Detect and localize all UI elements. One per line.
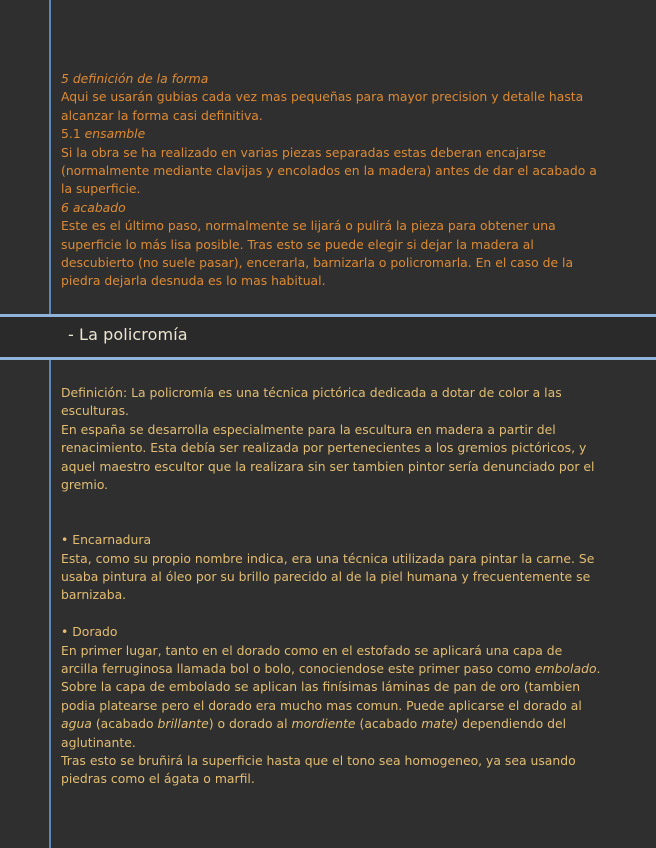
step-5-text: Aqui se usarán gubias cada vez mas pequeñas para mayor precision y detalle hasta alcanzar la forma casi definitiva.	[61, 89, 584, 123]
dorado-heading: • Dorado	[61, 624, 118, 640]
step-6-text: Este es el último paso, normalmente se lijará o pulirá la pieza para obtener una superficie lo más lisa posible. Tras esto se puede elegir si dejar la madera al descubierto (no suele pasar), encerarla, barnizarla o policromarla. En el caso de la piedra dejarla desnuda es lo mas habitual.	[61, 218, 574, 289]
page-margin-line	[49, 0, 51, 848]
dorado-p2-text: (acabado	[91, 716, 158, 732]
definition-paragraph: Definición: La policromía es una técnica pictórica dedicada a dotar de color a las esculturas.	[61, 385, 562, 419]
dorado-p2-text: ) o dorado al	[208, 716, 292, 732]
spacer	[61, 494, 603, 512]
dorado-p2-term-mate: mate)	[421, 716, 459, 732]
carving-steps-section	[61, 70, 603, 291]
dorado-p2-text: Sobre la capa de embolado se aplican las finísimas láminas de pan de oro (tambien podia platearse pero el dorado era mucho mas comun. Puede aplicarse el dorado al	[61, 679, 582, 713]
dorado-p2-term-mordiente: mordiente	[291, 716, 356, 732]
policromia-section	[61, 384, 603, 789]
step-5-heading: 5 definición de la forma	[61, 71, 209, 86]
dorado-paragraph-2	[61, 678, 603, 752]
spacer	[61, 605, 603, 623]
dorado-paragraph-3: Tras esto se bruñirá la superficie hasta que el tono sea homogeneo, ya sea usando piedras como el ágata o marfil.	[61, 753, 576, 787]
dorado-p2-text: (acabado	[355, 716, 422, 732]
spacer	[61, 513, 603, 531]
section-heading: - La policromía	[68, 325, 188, 344]
step-6-heading: 6 acabado	[61, 199, 126, 215]
dorado-paragraph-1	[61, 642, 603, 679]
step-5-1-text: Si la obra se ha realizado en varias piezas separadas estas deberan encajarse (normalmente mediante clavijas y encolados en la madera) antes de dar el acabado a la superficie.	[61, 144, 597, 197]
dorado-p1-term: embolado	[534, 661, 597, 677]
dorado-p2-term-brillante: brillante	[157, 716, 209, 732]
dorado-p1-end: .	[596, 661, 601, 677]
dorado-p2-text: dependiendo del aglutinante.	[61, 716, 567, 750]
dorado-p2-term-agua: agua	[61, 716, 92, 732]
encarnadura-heading: • Encarnadura	[61, 532, 152, 548]
step-5-1-number: 5.1	[61, 126, 81, 142]
step-5-1-title: ensamble	[84, 126, 146, 142]
history-paragraph: En españa se desarrolla especialmente para la escultura en madera a partir del renacimiento. Esta debía ser realizada por pertenecientes a los gremios pictóricos, y aquel maestro escultor que la realizara sin ser tambien pintor sería denunciado por el gremio.	[61, 421, 595, 493]
step-5-1-heading	[61, 125, 603, 143]
dorado-p1-text: En primer lugar, tanto en el dorado como en el estofado se aplicará una capa de arcilla ferruginosa llamada bol o bolo, conociendose este primer paso como	[61, 642, 563, 677]
encarnadura-paragraph: Esta, como su propio nombre indica, era una técnica utilizada para pintar la carne. Se usaba pintura al óleo por su brillo parecido al de la piel humana y frecuentemente se barnizaba.	[61, 550, 595, 603]
